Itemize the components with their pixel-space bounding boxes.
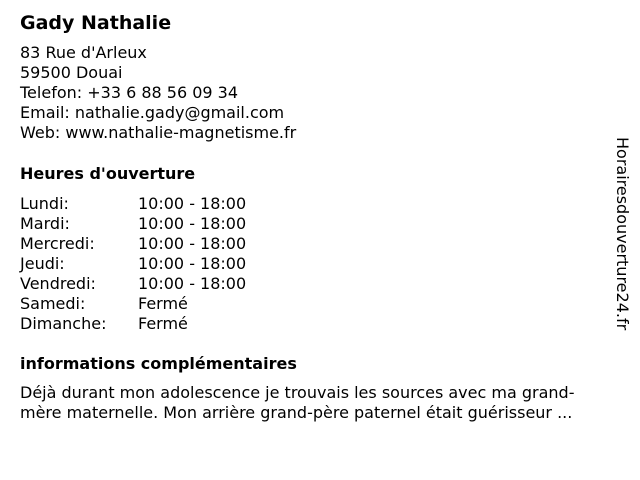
day-hours: Fermé (138, 314, 188, 333)
day-label: Vendredi: (20, 274, 96, 293)
hours-row-sunday (20, 314, 246, 334)
address-street: 83 Rue d'Arleux (20, 43, 147, 62)
hours-row-friday (20, 274, 246, 294)
hours-row-saturday (20, 294, 246, 314)
day-hours: 10:00 - 18:00 (138, 234, 247, 253)
day-label: Samedi: (20, 294, 86, 313)
hours-row-thursday (20, 254, 246, 274)
hours-row-wednesday (20, 234, 246, 254)
info-line: Déjà durant mon adolescence je trouvais les sources avec ma grand- (20, 383, 575, 402)
day-label: Lundi: (20, 194, 69, 213)
additional-info-heading: informations complémentaires (20, 354, 297, 373)
business-name: Gady Nathalie (20, 12, 172, 34)
day-label: Mardi: (20, 214, 70, 233)
hours-row-tuesday (20, 214, 246, 234)
day-hours: 10:00 - 18:00 (138, 214, 247, 233)
opening-hours-heading: Heures d'ouverture (20, 164, 196, 183)
day-hours: 10:00 - 18:00 (138, 254, 247, 273)
address-city: 59500 Douai (20, 63, 123, 82)
day-hours: 10:00 - 18:00 (138, 194, 247, 213)
additional-info-text (20, 383, 625, 423)
opening-hours-table (20, 194, 246, 334)
phone-number[interactable]: Telefon: +33 6 88 56 09 34 (20, 83, 239, 102)
day-hours: 10:00 - 18:00 (138, 274, 247, 293)
day-label: Dimanche: (20, 314, 107, 333)
day-label: Jeudi: (20, 254, 65, 273)
info-line: mère maternelle. Mon arrière grand-père paternel était guérisseur ... (20, 403, 573, 422)
day-hours: Fermé (138, 294, 188, 313)
hours-row-monday (20, 194, 246, 214)
day-label: Mercredi: (20, 234, 95, 253)
site-watermark: Horairesdouverture24.fr (613, 137, 632, 331)
email-address[interactable]: Email: nathalie.gady@gmail.com (20, 103, 285, 122)
website-link[interactable]: Web: www.nathalie-magnetisme.fr (20, 123, 297, 142)
contact-details (20, 43, 296, 143)
